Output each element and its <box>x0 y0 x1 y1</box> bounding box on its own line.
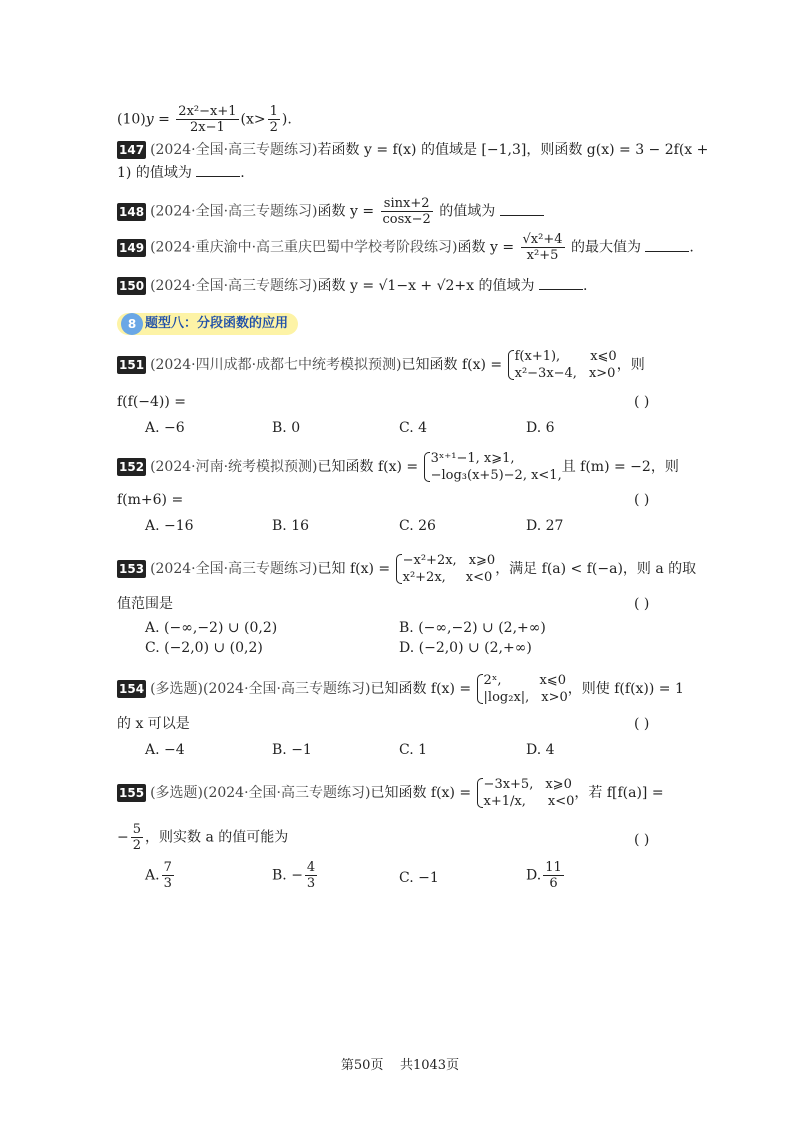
option-d: D. (−2,0) ∪ (2,+∞) <box>399 640 532 656</box>
piecewise <box>476 776 575 810</box>
piecewise <box>507 348 617 382</box>
question-text: 函数 y = <box>457 239 515 256</box>
numerator: 7 <box>163 860 172 875</box>
question-text-2: f(m+6) = <box>117 492 184 508</box>
question-source: (2024·全国·高三专题练习) <box>150 142 318 158</box>
case-2-cond: x<0 <box>465 570 493 585</box>
option-b: B. −1 <box>272 742 312 758</box>
end-mark: . <box>582 278 588 294</box>
question-152 <box>117 450 687 536</box>
question-source: (2024·重庆渝中·高三重庆巴蜀中学校考阶段练习) <box>150 239 458 256</box>
question-148 <box>117 196 687 226</box>
q10-cond-num: 1 <box>269 104 278 119</box>
question-147 <box>117 140 709 186</box>
question-text-post: ，则 <box>616 357 645 373</box>
question-text: 函数 y = <box>317 278 375 294</box>
answer-paren: ( ) <box>634 492 650 508</box>
option-a: A. −16 <box>145 518 194 534</box>
denominator: cosx−2 <box>382 212 431 227</box>
answer-paren: ( ) <box>634 832 650 848</box>
case-2-expr: |log₂x|, <box>483 690 530 705</box>
option-a: A. (−∞,−2) ∪ (0,2) <box>145 620 278 636</box>
end-mark: . <box>689 239 694 256</box>
q10-denominator: 2x−1 <box>190 120 225 135</box>
question-source: (2024·全国·高三专题练习) <box>150 561 318 577</box>
q10-cond: (x> <box>240 111 266 128</box>
page-footer <box>0 1054 800 1073</box>
q148-fraction <box>381 196 433 227</box>
question-text-post: 且 f(m) = −2，则 <box>561 459 679 475</box>
option-d: D. 6 <box>526 420 555 436</box>
answer-paren: ( ) <box>634 716 650 732</box>
q155-fraction <box>131 822 143 853</box>
question-text: 函数 y = <box>317 203 375 220</box>
question-153 <box>117 552 697 656</box>
option-b <box>272 860 319 891</box>
q149-fraction <box>521 232 565 263</box>
piecewise <box>423 450 562 484</box>
answer-blank <box>500 203 544 216</box>
q10-prefix: y = <box>145 111 170 128</box>
option-b-label: B. − <box>272 867 303 884</box>
end-mark: . <box>240 165 245 181</box>
case-2-cond: x<0 <box>547 794 575 809</box>
question-number: 150 <box>119 279 145 293</box>
question-text-2: 值范围是 <box>117 596 173 612</box>
case-2 <box>484 689 568 706</box>
case-1-cond: x⩾0 <box>545 777 572 792</box>
question-150 <box>117 276 687 300</box>
case-1-expr: f(x+1), <box>514 349 561 364</box>
question-source: (2024·全国·高三专题练习) <box>150 278 318 294</box>
case-2: −log₃(x+5)−2, x<1, <box>430 468 562 483</box>
option-c: C. 4 <box>399 420 428 436</box>
question-source: (2024·全国·高三专题练习) <box>150 203 318 220</box>
piecewise <box>395 552 496 586</box>
case-1: 3ˣ⁺¹−1, x⩾1, <box>430 451 515 466</box>
denominator: 2 <box>132 838 142 853</box>
question-number: 151 <box>119 358 145 372</box>
piecewise <box>476 672 568 706</box>
case-1 <box>515 348 617 365</box>
question-10 <box>117 104 687 144</box>
question-text-post: 的值域为 <box>478 278 535 294</box>
q150-expression: √1−x + √2+x <box>378 278 475 294</box>
option-c: C. −1 <box>399 870 439 886</box>
question-text: 已知函数 f(x) = <box>370 785 472 801</box>
option-c: C. (−2,0) ∪ (0,2) <box>145 640 263 656</box>
question-source: (多选题)(2024·全国·高三专题练习) <box>150 681 371 697</box>
q10-numerator: 2x²−x+1 <box>178 104 237 119</box>
question-text: 若函数 y = f(x) 的值域是 [−1,3]，则函数 g(x) = 3 − 2f(x + <box>317 142 709 158</box>
numerator: 4 <box>306 860 316 875</box>
case-2-expr: x²−3x−4, <box>514 366 577 381</box>
question-number: 154 <box>119 682 145 696</box>
question-151 <box>117 348 687 438</box>
denominator: x²+5 <box>526 248 559 263</box>
option-d: D. 27 <box>526 518 564 534</box>
question-number: 153 <box>119 562 145 576</box>
page-number: 第50页 <box>340 1058 384 1073</box>
question-source: (2024·四川成都·成都七中统考模拟预测) <box>150 357 402 373</box>
numerator: 5 <box>132 822 142 837</box>
question-source: (2024·河南·统考模拟预测) <box>150 459 318 475</box>
question-text-2: 1) 的值域为 <box>117 165 192 181</box>
case-1 <box>484 672 568 689</box>
question-text-2: ，则实数 a 的值可能为 <box>145 829 289 846</box>
question-number: 152 <box>119 460 145 474</box>
option-a: A. −6 <box>145 420 185 436</box>
case-2 <box>403 569 496 586</box>
option-d <box>526 860 566 891</box>
denominator: 3 <box>306 876 316 891</box>
numerator: 11 <box>545 860 562 875</box>
question-text-2: 的 x 可以是 <box>117 716 190 732</box>
answer-blank <box>645 239 689 252</box>
case-1 <box>484 776 575 793</box>
answer-paren: ( ) <box>634 596 650 612</box>
option-b: B. 0 <box>272 420 301 436</box>
option-c: C. 26 <box>399 518 436 534</box>
question-154 <box>117 672 687 760</box>
option-d: D. 4 <box>526 742 555 758</box>
option-d-label: D. <box>526 867 542 884</box>
option-d-frac <box>543 860 564 891</box>
answer-blank <box>539 277 583 290</box>
page-total: 共1043页 <box>399 1058 460 1073</box>
case-1-expr: −3x+5, <box>483 777 534 792</box>
question-text: 已知函数 f(x) = <box>370 681 472 697</box>
question-text-post: 的值域为 <box>439 203 496 220</box>
section-index-icon: 8 <box>121 313 143 335</box>
question-text: 已知 f(x) = <box>317 561 391 577</box>
question-text-post: ，若 f[f(a)] = <box>574 785 664 801</box>
case-1-cond: x⩾0 <box>468 553 496 568</box>
case-1-expr: −x²+2x, <box>402 553 457 568</box>
option-b: B. (−∞,−2) ∪ (2,+∞) <box>399 620 546 636</box>
case-2 <box>515 365 617 382</box>
case-1 <box>403 552 496 569</box>
question-text-post: ，则使 f(f(x)) = 1 <box>567 681 684 697</box>
option-a: A. −4 <box>145 742 185 758</box>
question-text: 已知函数 f(x) = <box>401 357 503 373</box>
case-1-cond: x⩽0 <box>539 673 566 688</box>
neg-sign: − <box>117 829 129 846</box>
case-2-cond: x>0 <box>541 690 568 705</box>
question-number: 148 <box>119 204 145 219</box>
numerator: √x²+4 <box>522 232 563 247</box>
case-2 <box>484 793 575 810</box>
answer-blank <box>196 164 240 177</box>
q10-cond-den: 2 <box>269 120 278 135</box>
option-c: C. 1 <box>399 742 428 758</box>
question-149 <box>117 232 717 266</box>
question-text-2: f(f(−4)) = <box>117 394 187 410</box>
q10-label: (10) <box>117 111 146 128</box>
case-1-expr: 2ˣ, <box>483 673 502 688</box>
q10-cond-end: ). <box>281 111 292 128</box>
option-a-frac <box>162 860 174 891</box>
option-b-frac <box>305 860 317 891</box>
case-2-cond: x>0 <box>588 366 616 381</box>
case-1-cond: x⩽0 <box>590 349 617 364</box>
q10-fraction <box>176 104 238 135</box>
denominator: 6 <box>549 876 558 891</box>
option-a <box>145 860 176 891</box>
question-number: 149 <box>119 240 145 255</box>
case-2-expr: x²+2x, <box>402 570 446 585</box>
option-a-label: A. <box>145 867 160 884</box>
question-source: (多选题)(2024·全国·高三专题练习) <box>150 785 371 801</box>
question-number: 155 <box>119 786 145 800</box>
question-text-post: ，满足 f(a) < f(−a)，则 a 的取 <box>495 561 697 577</box>
denominator: 3 <box>163 876 172 891</box>
section-title: 题型八：分段函数的应用 <box>117 313 298 335</box>
question-text-post: 的最大值为 <box>570 239 641 256</box>
option-b: B. 16 <box>272 518 310 534</box>
answer-paren: ( ) <box>634 394 650 410</box>
question-number: 147 <box>119 143 145 157</box>
question-text: 已知函数 f(x) = <box>317 459 419 475</box>
numerator: sinx+2 <box>381 196 433 212</box>
q10-cond-frac <box>268 104 280 135</box>
case-2-expr: x+1/x, <box>483 794 526 809</box>
question-155 <box>117 776 687 892</box>
